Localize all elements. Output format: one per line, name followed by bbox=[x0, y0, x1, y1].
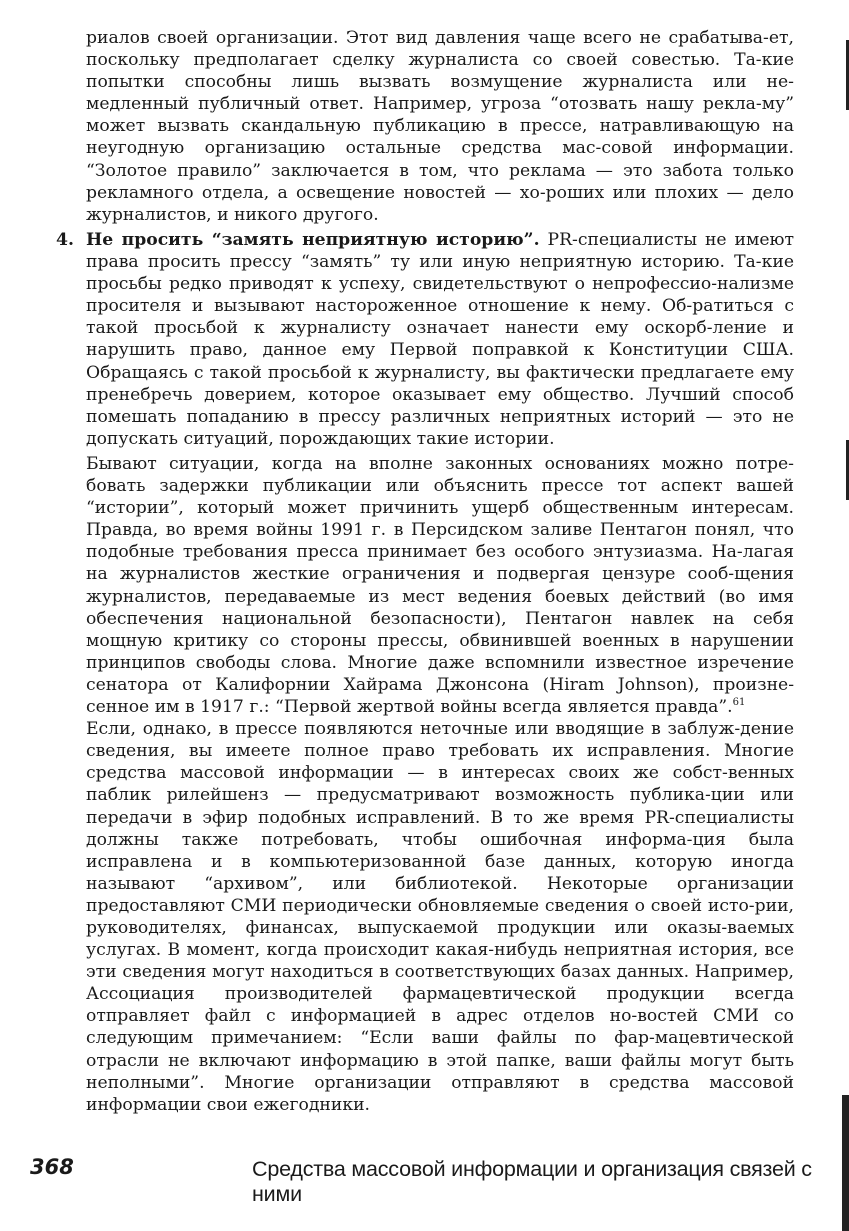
page-number: 368 bbox=[30, 1155, 74, 1179]
list-item-text: PR-специалисты не имеют права просить прессу “замять” ту или иную неприятную историю. Та-кие просьбы редко приводят к успеху, свидетельствуют о непрофессио-нализме просителя и вызывают настороженное отношение к нему. Об-ратиться с такой просьбой к журналисту означает нанести ему оскорб-ление и нарушить право, данное ему Первой поправкой к Конституции США. Обращаясь с такой просьбой к журналисту, вы фактически предлагаете ему пренебречь доверием, которое оказывает ему общество. Лучший способ помешать попаданию в прессу различных неприятных историй — это не допускать ситуаций, порождающих такие истории. bbox=[86, 230, 794, 449]
running-title: Средства массовой информации и организация связей с ними bbox=[252, 1157, 812, 1206]
list-item-number: 4. bbox=[56, 230, 74, 250]
continuation-paragraph bbox=[86, 27, 794, 226]
list-item-4 bbox=[56, 229, 794, 450]
paragraph-pentagon-text: Бывают ситуации, когда на вполне законных основаниях можно потре-бовать задержки публикации или объяснить прессе тот аспект вашей “истории”, который может причинить ущерб общественным интересам. Правда, во время войны 1991 г. в Персидском заливе Пентагон понял, что подобные требования пресса принимает без особого энтузиазма. На-лагая на журналистов жесткие ограничения и подвергая цензуре сооб-щения журналистов, передаваемые из мест ведения боевых действий (во имя обеспечения национальной безопасности), Пентагон навлек на себя мощную критику со стороны прессы, обвинившей военных в нарушении принципов свободы слова. Многие даже вспомнили известное изречение сенатора от Калифорнии Хайрама Джонсона (Hiram Johnson), произне-сенное им в 1917 г.: “Первой жертвой войны всегда является правда”. bbox=[86, 454, 794, 718]
continuation-text: риалов своей организации. Этот вид давления чаще всего не срабатыва-ет, поскольку предполагает сделку журналиста со своей совестью. Та-кие попытки способны лишь вызвать возмущение журналиста или не-медленный публичный ответ. Например, угроза “отозвать нашу рекла-му” может вызвать скандальную публикацию в прессе, натравливающую на неугодную организацию остальные средства мас-совой информации. “Золотое правило” заключается в том, что реклама — это забота только рекламного отдела, а освещение новостей — хо-роших или плохих — дело журналистов, и никого другого. bbox=[86, 28, 794, 225]
footnote-ref: 61 bbox=[732, 697, 746, 709]
paragraph-corrections: Если, однако, в прессе появляются неточные или вводящие в заблуж-дение сведения, вы имеете полное право требовать их исправления. Многие средства массовой информации — в интересах своих же собст-венных паблик рилейшенз — предусматривают возможность публика-ции или передачи в эфир подобных исправлений. В то же время PR-специалисты должны также потребовать, чтобы ошибочная информа-ция была исправлена и в компьютеризованной базе данных, которую иногда называют “архивом”, или библиотекой. Некоторые организации предоставляют СМИ периодически обновляемые сведения о своей исто-рии, руководителях, финансах, выпускаемой продукции или оказы-ваемых услугах. В момент, когда происходит какая-нибудь неприятная история, все эти сведения могут находиться в соответствующих базах данных. Например, Ассоциация производителей фармацевтической продукции всегда отправляет файл с информацией в адрес отделов но-востей СМИ со следующим примечанием: “Если ваши файлы по фар-мацевтической отрасли не включают информацию в этой папке, ваши файлы могут быть неполными”. Многие организации отправляют в средства массовой информации свои ежегодники. bbox=[86, 719, 794, 1115]
list-item-body bbox=[86, 229, 794, 450]
scan-edge-mark bbox=[842, 1095, 849, 1231]
list-item-heading: Не просить “замять неприятную историю”. bbox=[86, 230, 540, 250]
body-section bbox=[86, 453, 794, 1116]
paragraph-pentagon bbox=[86, 453, 794, 718]
